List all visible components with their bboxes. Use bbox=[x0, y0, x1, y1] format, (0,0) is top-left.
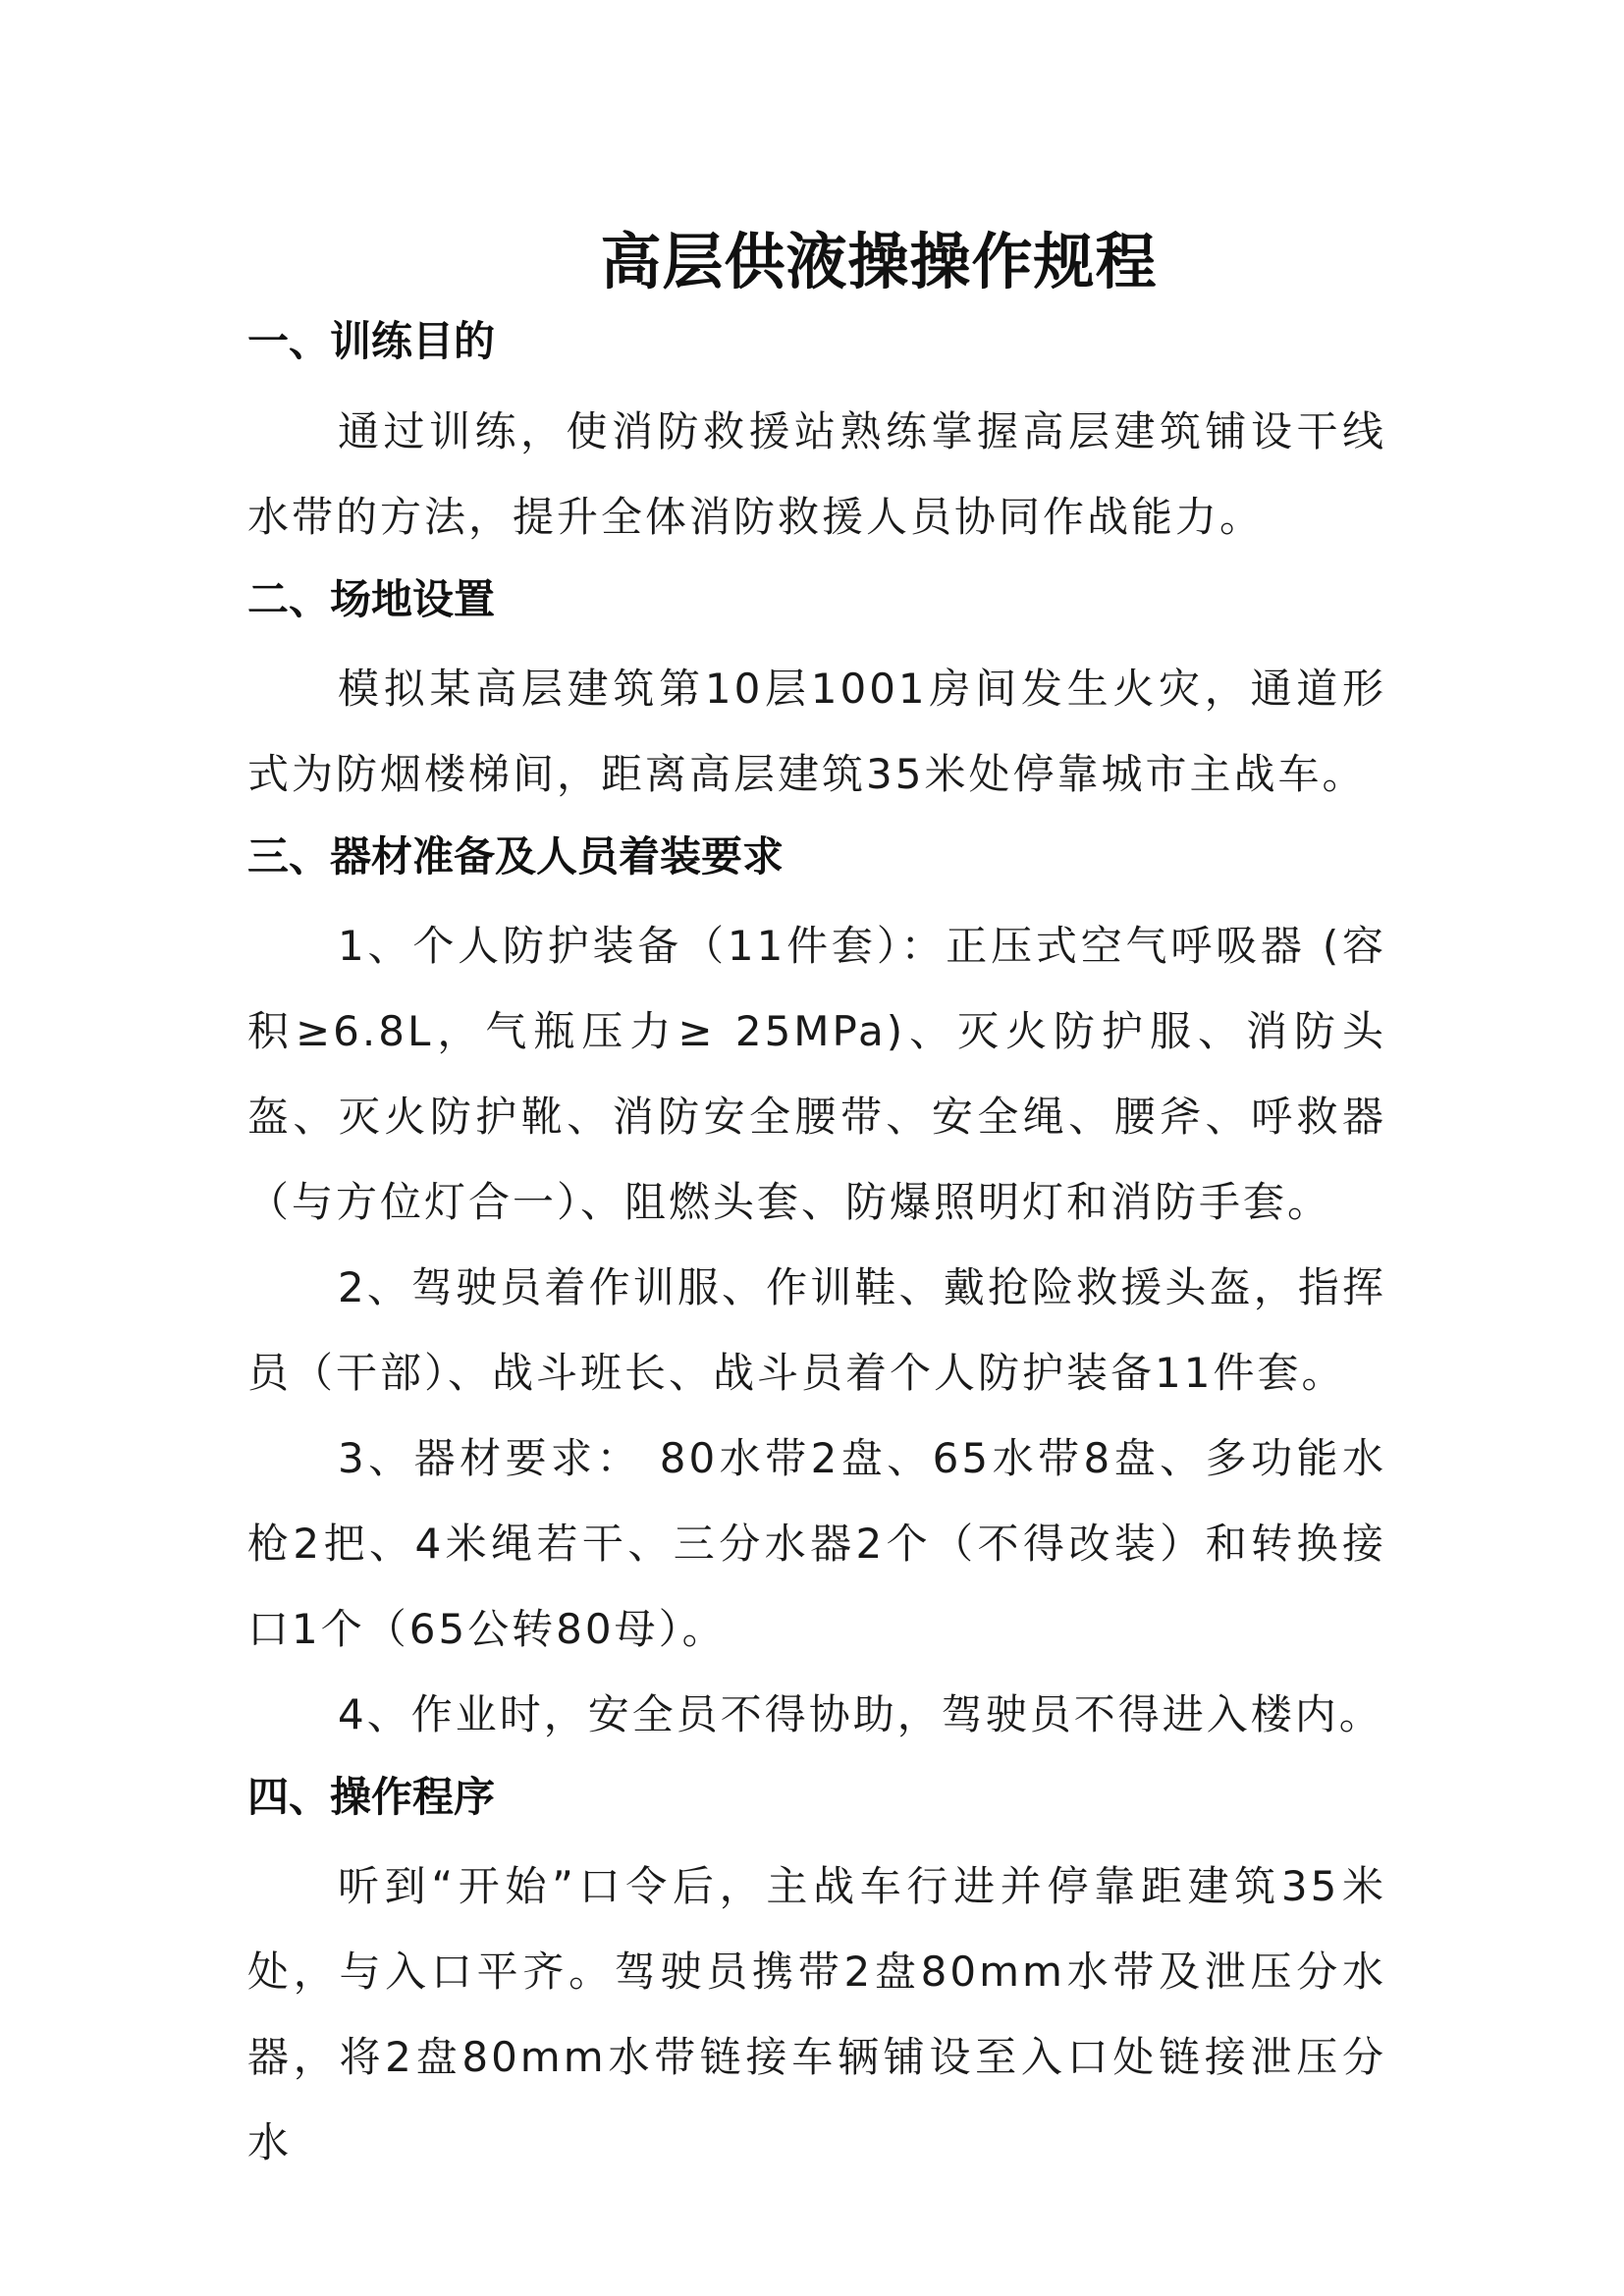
section-heading-training-purpose: 一、训练目的 bbox=[247, 317, 496, 365]
paragraph-operation-procedure: 听到“开始”口令后，主战车行进并停靠距建筑35米处，与入口平齐。驾驶员携带2盘80mm水带及泄压分水器，将2盘80mm水带链接车辆铺设至入口处链接泄压分水 bbox=[247, 1862, 1386, 2166]
paragraph-protective-gear: 1、个人防护装备（11件套）：正压式空气呼吸器 (容积≥6.8L，气瓶压力≥ 25MPa)、灭火防护服、消防头盔、灭火防护靴、消防安全腰带、安全绳、腰斧、呼救器（与方位灯合一）、阻燃头套、防爆照明灯和消防手套。 bbox=[247, 922, 1386, 1226]
paragraph-training-purpose: 通过训练，使消防救援站熟练掌握高层建筑铺设干线水带的方法，提升全体消防救援人员协同作战能力。 bbox=[247, 407, 1386, 541]
section-heading-site-setup: 二、场地设置 bbox=[247, 575, 496, 623]
paragraph-safety-rules: 4、作业时，安全员不得协助，驾驶员不得进入楼内。 bbox=[338, 1690, 1383, 1738]
section-heading-equipment-requirements: 三、器材准备及人员着装要求 bbox=[247, 832, 785, 881]
paragraph-equipment-list: 3、器材要求： 80水带2盘、65水带8盘、多功能水枪2把、4米绳若干、三分水器2个（不得改装）和转换接口1个（65公转80母）。 bbox=[247, 1434, 1386, 1653]
paragraph-personnel-attire: 2、驾驶员着作训服、作训鞋、戴抢险救援头盔，指挥员（干部）、战斗班长、战斗员着个人防护装备11件套。 bbox=[247, 1263, 1386, 1397]
document-title: 高层供液操操作规程 bbox=[600, 226, 1158, 297]
section-heading-operation-procedure: 四、操作程序 bbox=[247, 1773, 496, 1821]
paragraph-site-setup: 模拟某高层建筑第10层1001房间发生火灾，通道形式为防烟楼梯间，距离高层建筑35米处停靠城市主战车。 bbox=[247, 665, 1386, 798]
